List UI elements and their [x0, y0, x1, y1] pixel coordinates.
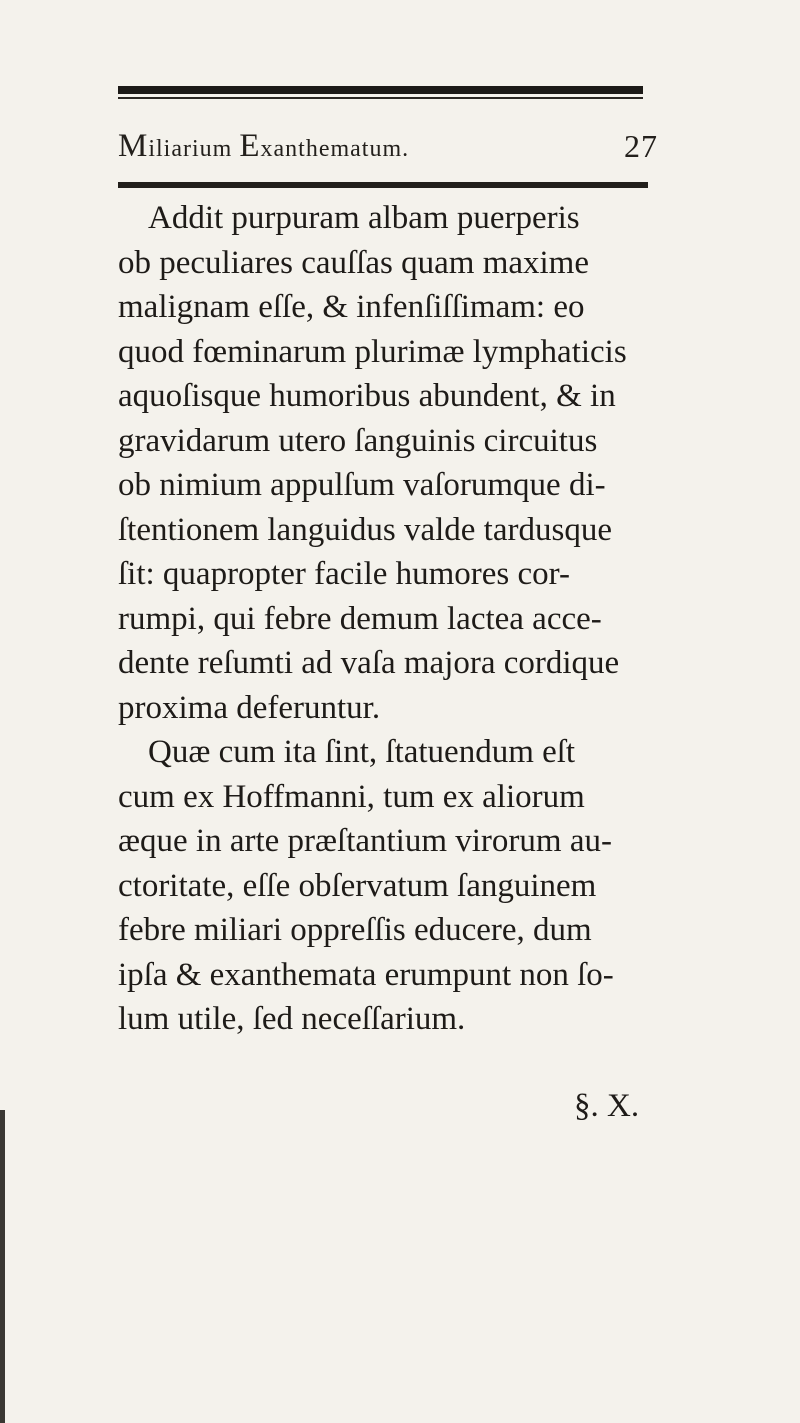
text-line: malignam eſſe, & infenſiſſimam: eo: [118, 289, 585, 325]
text-line: gravidarum utero ſanguinis circuitus: [118, 422, 598, 459]
text-line: cum ex Hoffmanni, tum ex aliorum: [118, 778, 585, 815]
running-header: [118, 128, 658, 178]
header-rule-top: [118, 86, 643, 94]
text-line: æque in arte præſtantium virorum au-: [118, 823, 612, 859]
text-line: febre miliari oppreſſis educere, dum: [118, 912, 592, 948]
page-number: 27: [624, 128, 658, 164]
text-line: lum utile, ſed neceſſarium.: [118, 1001, 466, 1037]
text-line: ob peculiares cauſſas quam maxime: [118, 244, 589, 281]
section-mark: §. X.: [574, 1088, 640, 1124]
text-line: ob nimium appulſum vaſorumque di-: [118, 467, 606, 503]
text-line: quod fœminarum plurimæ lymphaticis: [118, 333, 627, 370]
running-title: Miliarium Exanthematum.: [118, 128, 410, 164]
header-rule-bottom: [118, 182, 648, 188]
page-edge-shadow: [0, 1110, 5, 1423]
text-line: proxima deferuntur.: [118, 689, 381, 726]
text-line: rumpi, qui febre demum lactea acce-: [118, 600, 602, 637]
text-line: Addit purpuram albam puerperis: [148, 200, 580, 236]
body-text: [118, 196, 663, 1042]
text-line: ſtentionem languidus valde tardusque: [118, 511, 612, 548]
text-line: aquoſisque humoribus abundent, & in: [118, 378, 616, 414]
text-line: ſit: quapropter facile humores cor-: [118, 556, 570, 592]
header-rule-top-thin: [118, 97, 643, 99]
text-line: ctoritate, eſſe obſervatum ſanguinem: [118, 867, 597, 904]
text-line: Quæ cum ita ſint, ſtatuendum eſt: [148, 734, 576, 770]
text-line: ipſa & exanthemata erumpunt non ſo-: [118, 956, 614, 993]
text-line: dente reſumti ad vaſa majora cordique: [118, 645, 620, 681]
